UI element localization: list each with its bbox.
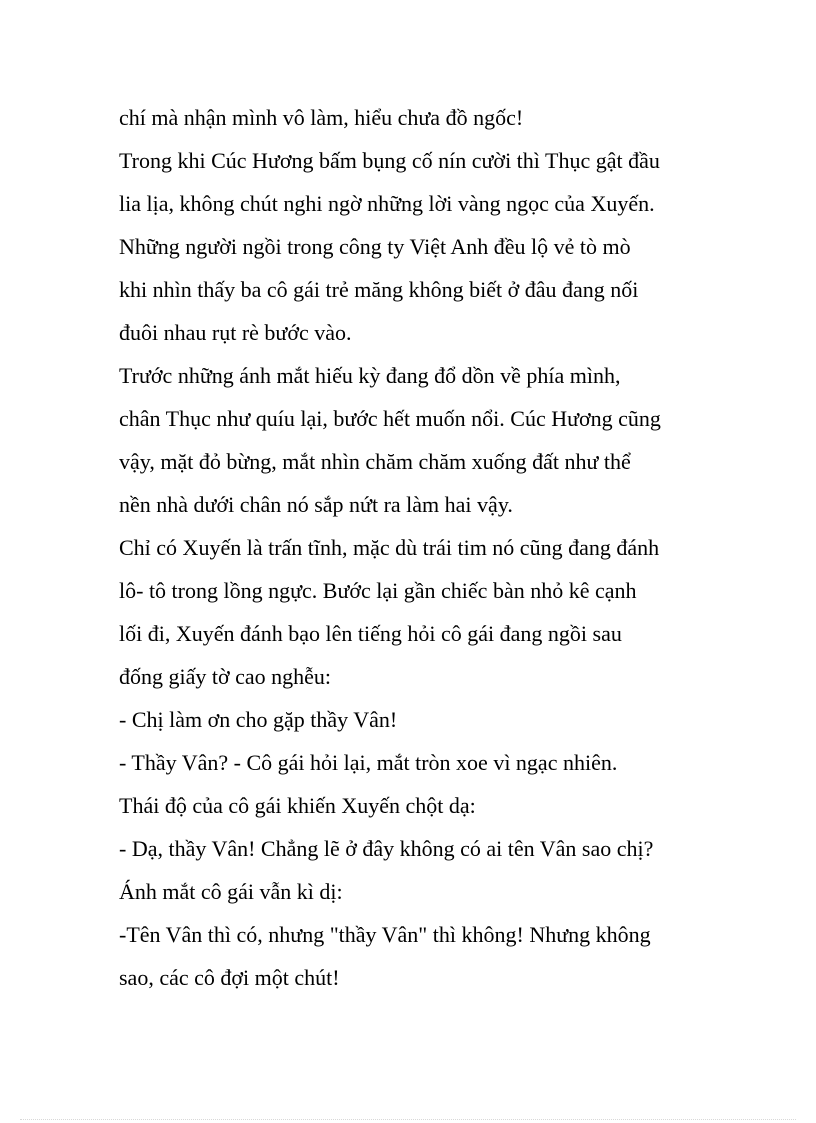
text-line: vậy, mặt đỏ bừng, mắt nhìn chăm chăm xuống đất như thể — [119, 449, 631, 474]
text-line: sao, các cô đợi một chút! — [119, 965, 340, 990]
text-line: chí mà nhận mình vô làm, hiểu chưa đồ ngốc! — [119, 105, 524, 130]
text-line: khi nhìn thấy ba cô gái trẻ măng không biết ở đâu đang nối — [119, 277, 639, 302]
text-line: Những người ngồi trong công ty Việt Anh đều lộ vẻ tò mò — [119, 234, 631, 259]
text-line: lia lịa, không chút nghi ngờ những lời vàng ngọc của Xuyến. — [119, 191, 655, 216]
text-line: Chỉ có Xuyến là trấn tĩnh, mặc dù trái tim nó cũng đang đánh — [119, 535, 660, 560]
text-line: Ánh mắt cô gái vẫn kì dị: — [119, 879, 343, 904]
text-line: -Tên Vân thì có, nhưng "thầy Vân" thì không! Nhưng không — [119, 922, 651, 947]
text-line: lối đi, Xuyến đánh bạo lên tiếng hỏi cô gái đang ngồi sau — [119, 621, 622, 646]
text-line: chân Thục như quíu lại, bước hết muốn nổi. Cúc Hương cũng — [119, 406, 661, 431]
text-line: - Dạ, thầy Vân! Chẳng lẽ ở đây không có ai tên Vân sao chị? — [119, 836, 654, 861]
text-line: - Chị làm ơn cho gặp thầy Vân! — [119, 707, 398, 732]
text-line: Trong khi Cúc Hương bấm bụng cố nín cười thì Thục gật đầu — [119, 148, 660, 173]
text-line: Trước những ánh mắt hiếu kỳ đang đổ dồn về phía mình, — [119, 363, 621, 388]
page-divider — [20, 1119, 796, 1120]
text-line: Thái độ của cô gái khiến Xuyến chột dạ: — [119, 793, 476, 818]
body-text — [119, 96, 709, 999]
text-line: đuôi nhau rụt rè bước vào. — [119, 320, 352, 345]
text-line: nền nhà dưới chân nó sắp nứt ra làm hai vậy. — [119, 492, 513, 517]
text-line: đống giấy tờ cao nghễu: — [119, 664, 332, 689]
text-line: lô- tô trong lồng ngực. Bước lại gần chiếc bàn nhỏ kê cạnh — [119, 578, 637, 603]
text-line: - Thầy Vân? - Cô gái hỏi lại, mắt tròn xoe vì ngạc nhiên. — [119, 750, 618, 775]
